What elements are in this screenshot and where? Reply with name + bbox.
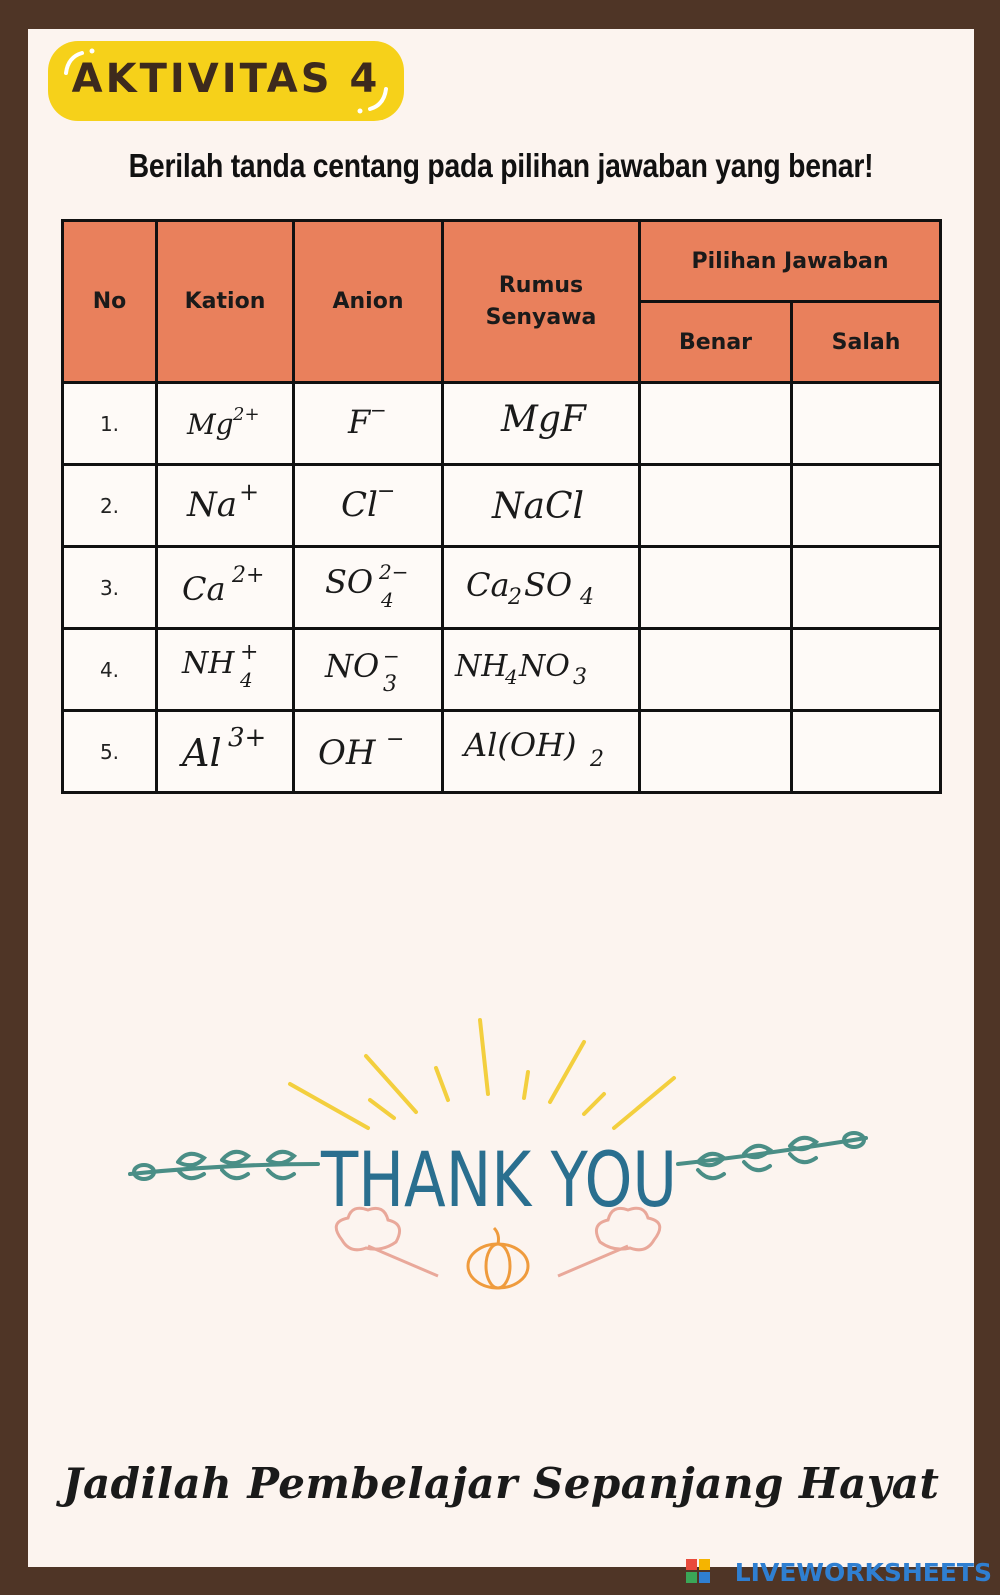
svg-text:2+: 2+ (233, 404, 260, 425)
svg-text:+: + (240, 640, 259, 665)
correct-checkbox-cell[interactable] (640, 711, 792, 793)
left-vine-icon (130, 1152, 318, 1179)
svg-text:NH: NH (182, 646, 235, 681)
formula-cell (443, 629, 640, 711)
header-formula (443, 221, 640, 383)
svg-text:Ca: Ca (182, 570, 226, 608)
wrong-checkbox-cell[interactable] (792, 629, 941, 711)
svg-text:NaCl: NaCl (492, 486, 585, 526)
cation-formula (170, 720, 280, 774)
correct-checkbox-cell[interactable] (640, 547, 792, 629)
formula-cell (443, 383, 640, 465)
anion-cell (294, 629, 443, 711)
right-vine-icon (678, 1133, 866, 1178)
activity-title: AKTIVITAS 4 (71, 56, 381, 102)
answer-table (61, 219, 942, 794)
svg-text:MgF: MgF (501, 399, 586, 440)
row-number: 2. (63, 465, 157, 547)
footer-motto: Jadilah Pembelajar Sepanjang Hayat (62, 1459, 940, 1508)
wrong-checkbox-cell[interactable] (792, 711, 941, 793)
compound-formula (451, 640, 631, 690)
svg-text:3: 3 (573, 665, 587, 690)
svg-text:SO: SO (325, 563, 374, 601)
table-row (63, 383, 941, 465)
svg-text:Ca: Ca (466, 566, 510, 604)
anion-cell (294, 711, 443, 793)
svg-text:NO: NO (519, 649, 570, 684)
formula-cell (443, 465, 640, 547)
header-formula-label: Rumus Senyawa (485, 272, 597, 330)
wrong-checkbox-cell[interactable] (792, 383, 941, 465)
svg-text:Na: Na (187, 485, 238, 525)
svg-text:2: 2 (590, 747, 604, 772)
anion-cell (294, 547, 443, 629)
anion-formula (313, 635, 423, 695)
header-cation: Kation (157, 221, 294, 383)
header-correct: Benar (640, 302, 792, 383)
row-number: 5. (63, 711, 157, 793)
table-row (63, 711, 941, 793)
header-no: No (63, 221, 157, 383)
header-choice: Pilihan Jawaban (640, 221, 941, 302)
thank-you-text: THANK YOU (320, 1135, 677, 1224)
svg-text:−: − (383, 644, 400, 668)
header-wrong: Salah (792, 302, 941, 383)
svg-text:2+: 2+ (232, 563, 265, 588)
svg-text:−: − (370, 398, 387, 422)
svg-text:Mg: Mg (187, 408, 234, 441)
cation-cell (157, 547, 294, 629)
anion-formula (308, 722, 428, 772)
svg-text:2: 2 (508, 585, 522, 608)
svg-text:4: 4 (240, 668, 253, 692)
compound-formula (481, 397, 601, 441)
anion-formula (323, 476, 413, 526)
svg-text:SO: SO (524, 566, 573, 604)
correct-checkbox-cell[interactable] (640, 383, 792, 465)
anion-formula (328, 397, 408, 441)
svg-text:−: − (386, 727, 405, 752)
worksheet-page (28, 29, 974, 1567)
svg-text:F: F (348, 403, 371, 441)
cation-cell (157, 383, 294, 465)
thank-you-illustration (118, 1014, 878, 1294)
cation-formula (175, 476, 275, 526)
svg-text:Al: Al (182, 731, 222, 774)
cation-cell (157, 711, 294, 793)
cation-cell (157, 465, 294, 547)
svg-text:+: + (239, 478, 260, 506)
svg-text:OH: OH (318, 733, 376, 772)
anion-cell (294, 465, 443, 547)
anion-cell (294, 383, 443, 465)
svg-text:Al(OH): Al(OH) (464, 726, 577, 764)
svg-text:NH: NH (455, 649, 508, 684)
anion-formula (313, 553, 423, 613)
svg-text:NO: NO (325, 647, 380, 685)
table-row (63, 465, 941, 547)
correct-checkbox-cell[interactable] (640, 629, 792, 711)
cation-formula (170, 558, 280, 608)
correct-checkbox-cell[interactable] (640, 465, 792, 547)
row-number: 3. (63, 547, 157, 629)
wrong-checkbox-cell[interactable] (792, 465, 941, 547)
header-anion: Anion (294, 221, 443, 383)
cation-cell (157, 629, 294, 711)
activity-badge (48, 41, 404, 121)
compound-formula (456, 722, 626, 772)
formula-cell (443, 711, 640, 793)
liveworksheets-logo-icon (686, 1559, 710, 1583)
cation-formula (175, 404, 275, 449)
svg-text:2−: 2− (379, 560, 409, 584)
cation-formula (170, 635, 280, 695)
table-row (63, 547, 941, 629)
watermark: LIVEWORKSHEETS (734, 1558, 992, 1587)
formula-cell (443, 547, 640, 629)
sun-rays-icon (290, 1020, 674, 1128)
row-number: 1. (63, 383, 157, 465)
compound-formula (456, 558, 626, 608)
svg-text:4: 4 (580, 585, 594, 608)
compound-formula (476, 476, 606, 526)
svg-text:3: 3 (383, 672, 397, 695)
svg-text:4: 4 (505, 665, 518, 689)
row-number: 4. (63, 629, 157, 711)
wrong-checkbox-cell[interactable] (792, 547, 941, 629)
svg-text:Cl: Cl (341, 485, 378, 525)
svg-text:3+: 3+ (228, 723, 267, 753)
svg-text:4: 4 (381, 588, 394, 612)
svg-text:−: − (377, 479, 396, 504)
table-row (63, 629, 941, 711)
instruction-text: Berilah tanda centang pada pilihan jawaban yang benar! (128, 147, 874, 184)
pumpkin-icon (468, 1228, 528, 1288)
